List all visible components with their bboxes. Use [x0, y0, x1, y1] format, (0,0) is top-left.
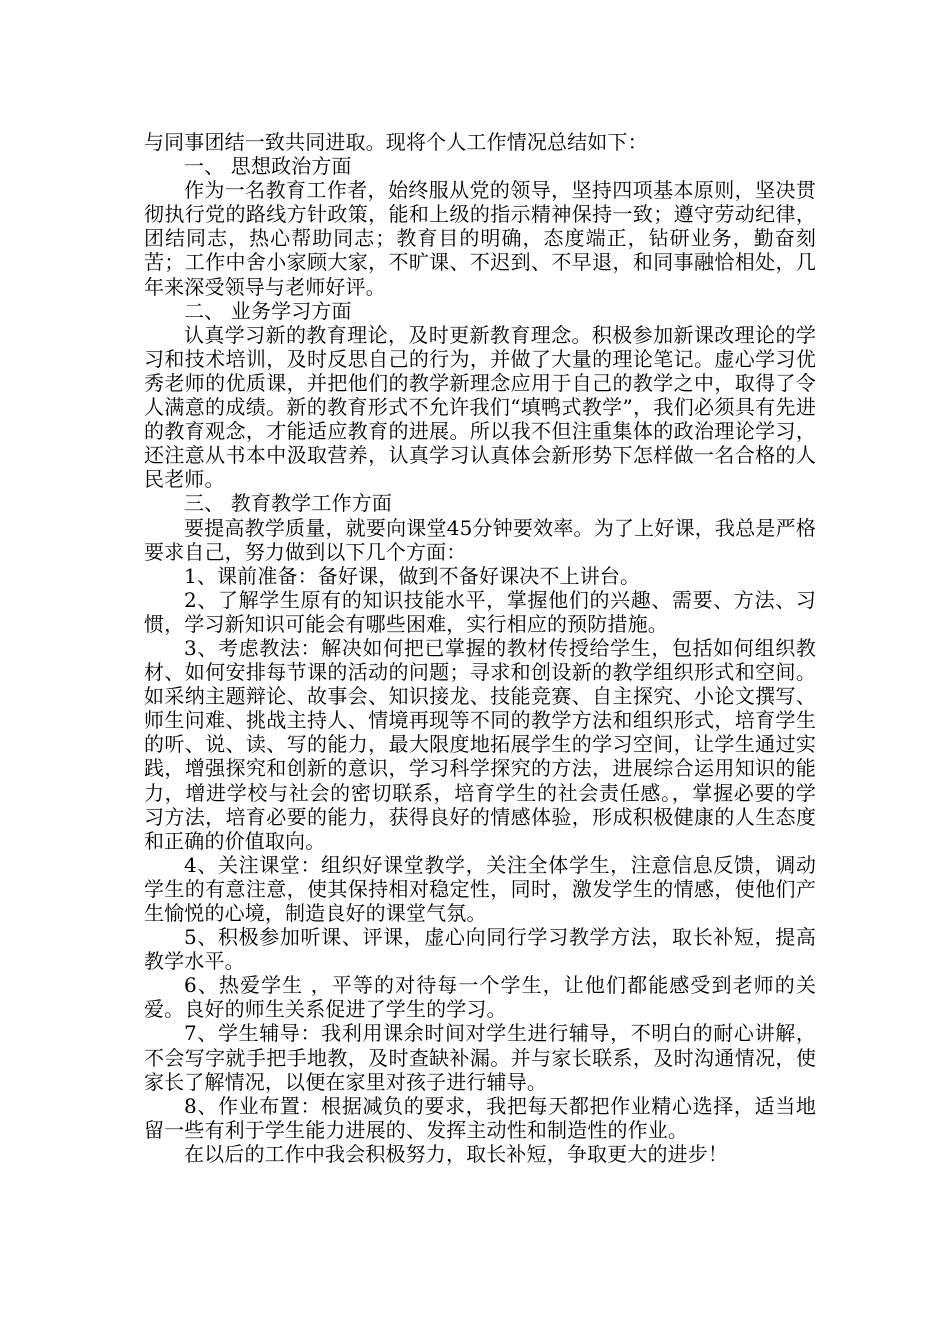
section-heading-political: 一、 思想政治方面: [184, 154, 352, 179]
list-item: 4、关注课堂：组织好课堂教学，关注全体学生，注意信息反馈，调动学生的有意注意，使其保持相对稳定性，同时，激发学生的情感，使他们产生愉悦的心境，制造良好的课堂气氛。: [144, 852, 816, 925]
list-item: 5、积极参加听课、评课，虚心向同行学习教学方法，取长补短，提高教学水平。: [144, 925, 816, 974]
list-item: 7、学生辅导：我利用课余时间对学生进行辅导，不明白的耐心讲解，不会写字就手把手地教，及时查缺补漏。并与家长联系，及时沟通情况，使家长了解情况，以便在家里对孩子进行辅导。: [144, 1021, 816, 1094]
list-item: 3、考虑教法：解决如何把已掌握的教材传授给学生，包括如何组织教材、如何安排每节课的活动的问题；寻求和创设新的教学组织形式和空间。如采纳主题辩论、故事会、知识接龙、技能竞赛、自主探究、小论文撰写、师生问难、挑战主持人、情境再现等不同的教学方法和组织形式，培育学生的听、说、读、写的能力，最大限度地拓展学生的学习空间，让学生通过实践，增强探究和创新的意识，学习科学探究的方法，进展综合运用知识的能力，增进学校与社会的密切联系，培育学生的社会责任感。，掌握必要的学习方法，培育必要的能力，获得良好的情感体验，形成积极健康的人生态度和正确的价值取向。: [144, 635, 816, 853]
study-paragraph: 认真学习新的教育理论，及时更新教育理念。积极参加新课改理论的学习和技术培训，及时反思自己的行为，并做了大量的理论笔记。虚心学习优秀老师的优质课，并把他们的教学新理念应用于自己的教学之中，取得了令人满意的成绩。新的教育形式不允许我们“填鸭式教学”，我们必须具有先进的教育观念，才能适应教育的进展。所以我不但注重集体的政治理论学习，还注意从书本中汲取营养，认真学习认真体会新形势下怎样做一名合格的人民老师。: [144, 322, 816, 492]
section-heading-study: 二、 业务学习方面: [184, 298, 352, 323]
political-paragraph: 作为一名教育工作者，始终服从党的领导，坚持四项基本原则，坚决贯彻执行党的路线方针政策，能和上级的指示精神保持一致；遵守劳动纪律，团结同志，热心帮助同志；教育目的明确，态度端正，钻研业务，勤奋刻苦；工作中舍小家顾大家，不旷课、不迟到、不早退，和同事融恰相处，几年来深受领导与老师好评。: [144, 178, 816, 299]
intro-paragraph: 与同事团结一致共同进取。现将个人工作情况总结如下：: [144, 130, 648, 154]
document-body: [144, 130, 816, 1166]
list-item: 2、了解学生原有的知识技能水平，掌握他们的兴趣、需要、方法、习惯，学习新知识可能会有哪些困难，实行相应的预防措施。: [144, 587, 816, 636]
closing-paragraph: 在以后的工作中我会积极努力，取长补短，争取更大的进步！: [184, 1141, 729, 1166]
section-heading-teaching: 三、 教育教学工作方面: [184, 491, 393, 516]
teaching-intro-paragraph: 要提高教学质量，就要向课堂45分钟要效率。为了上好课，我总是严格要求自己，努力做到以下几个方面：: [144, 515, 816, 564]
list-item: 6、热爱学生 ，平等的对待每一个学生，让他们都能感受到老师的关爱。良好的师生关系促进了学生的学习。: [144, 973, 816, 1022]
list-item: 8、作业布置：根据减负的要求，我把每天都把作业精心选择，适当地留一些有利于学生能力进展的、发挥主动性和制造性的作业。: [144, 1093, 816, 1142]
list-item: 1、课前准备：备好课，做到不备好课决不上讲台。: [184, 563, 641, 588]
